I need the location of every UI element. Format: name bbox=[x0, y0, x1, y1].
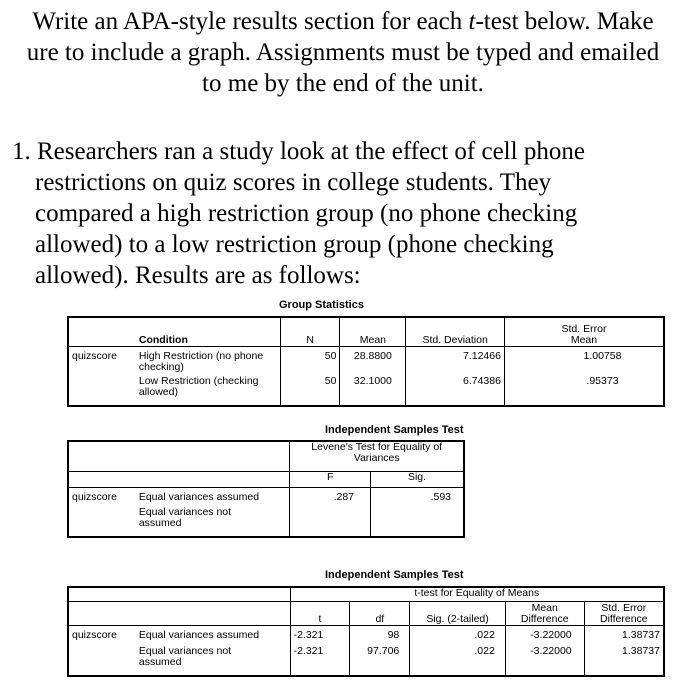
group-statistics-title: Group Statistics bbox=[279, 299, 364, 311]
cell-mean: 28.8800 bbox=[340, 346, 406, 376]
cell-std-error-difference: 1.38737 bbox=[584, 644, 664, 676]
levene-table bbox=[67, 440, 465, 538]
row-label: Equal variances assumed bbox=[138, 490, 260, 503]
header-mean-difference: Mean Difference bbox=[505, 601, 584, 625]
cell-std-error-difference: 1.38737 bbox=[584, 625, 664, 644]
header-condition: Condition bbox=[138, 333, 188, 346]
table-row bbox=[68, 487, 464, 507]
cell-mean-difference: -3.22000 bbox=[505, 625, 584, 644]
table-row bbox=[68, 507, 464, 537]
cell-sd: 6.74386 bbox=[406, 376, 505, 406]
header-std-deviation: Std. Deviation bbox=[406, 317, 505, 346]
cell-mean: 32.1000 bbox=[340, 376, 406, 406]
question-1 bbox=[12, 136, 585, 291]
levene-group-header: Levene's Test for Equality of Variances bbox=[290, 441, 464, 471]
ttest-group-header: t-test for Equality of Means bbox=[290, 587, 664, 601]
table-row bbox=[68, 625, 664, 644]
row-label: Equal variances not assumed bbox=[138, 645, 232, 668]
cell-f: .287 bbox=[290, 487, 371, 507]
ttest-table-title: Independent Samples Test bbox=[325, 569, 464, 581]
instructions-line-1: Write an APA-style results section for each t-test below. Make bbox=[32, 8, 654, 35]
question-line-3: compared a high restriction group (no phone checking bbox=[35, 200, 578, 227]
cell-sig: .022 bbox=[410, 644, 506, 676]
question-line-2: restrictions on quiz scores in college students. They bbox=[35, 169, 552, 196]
cell-sig: .022 bbox=[410, 625, 506, 644]
header-sig: Sig. bbox=[371, 471, 465, 487]
cell-n: 50 bbox=[280, 346, 340, 376]
header-df: df bbox=[350, 601, 410, 625]
row-label: Equal variances assumed bbox=[138, 628, 260, 641]
condition-label: High Restriction (no phone checking) bbox=[138, 349, 264, 373]
cell-mean-difference: -3.22000 bbox=[505, 644, 584, 676]
assignment-instructions bbox=[0, 6, 686, 99]
row-label: Equal variances not assumed bbox=[138, 506, 232, 529]
ttest-table bbox=[67, 586, 665, 677]
cell-df: 98 bbox=[350, 625, 410, 644]
header-f: F bbox=[290, 471, 371, 487]
cell-n: 50 bbox=[280, 376, 340, 406]
cell-sem: 1.00758 bbox=[504, 346, 664, 376]
table-row bbox=[68, 644, 664, 676]
cell-sd: 7.12466 bbox=[406, 346, 505, 376]
variable-label: quizscore bbox=[72, 349, 117, 362]
cell-t: -2.321 bbox=[290, 625, 350, 644]
header-n: N bbox=[280, 317, 340, 346]
variable-label: quizscore bbox=[72, 628, 117, 641]
header-std-error-difference: Std. Error Difference bbox=[584, 601, 664, 625]
cell-t: -2.321 bbox=[290, 644, 350, 676]
cell-sem: .95373 bbox=[504, 376, 664, 406]
table-row bbox=[68, 346, 664, 376]
cell-df: 97.706 bbox=[350, 644, 410, 676]
header-std-error-mean: Std. Error Mean bbox=[504, 317, 664, 346]
variable-label: quizscore bbox=[72, 490, 117, 503]
levene-table-title: Independent Samples Test bbox=[325, 424, 464, 436]
question-line-4: allowed) to a low restriction group (phone checking bbox=[35, 231, 554, 258]
instructions-line-2: ure to include a graph. Assignments must be typed and emailed bbox=[26, 39, 660, 66]
header-t: t bbox=[290, 601, 350, 625]
table-row bbox=[68, 376, 664, 406]
question-line-5: allowed). Results are as follows: bbox=[35, 262, 361, 289]
condition-label: Low Restriction (checking allowed) bbox=[138, 375, 259, 398]
cell-sig: .593 bbox=[371, 487, 465, 507]
instructions-line-3: to me by the end of the unit. bbox=[202, 70, 484, 97]
header-mean: Mean bbox=[340, 317, 406, 346]
group-statistics-table bbox=[67, 316, 665, 407]
question-line-1: 1. Researchers ran a study look at the effect of cell phone bbox=[12, 138, 585, 165]
header-sig-2-tailed: Sig. (2-tailed) bbox=[410, 601, 506, 625]
